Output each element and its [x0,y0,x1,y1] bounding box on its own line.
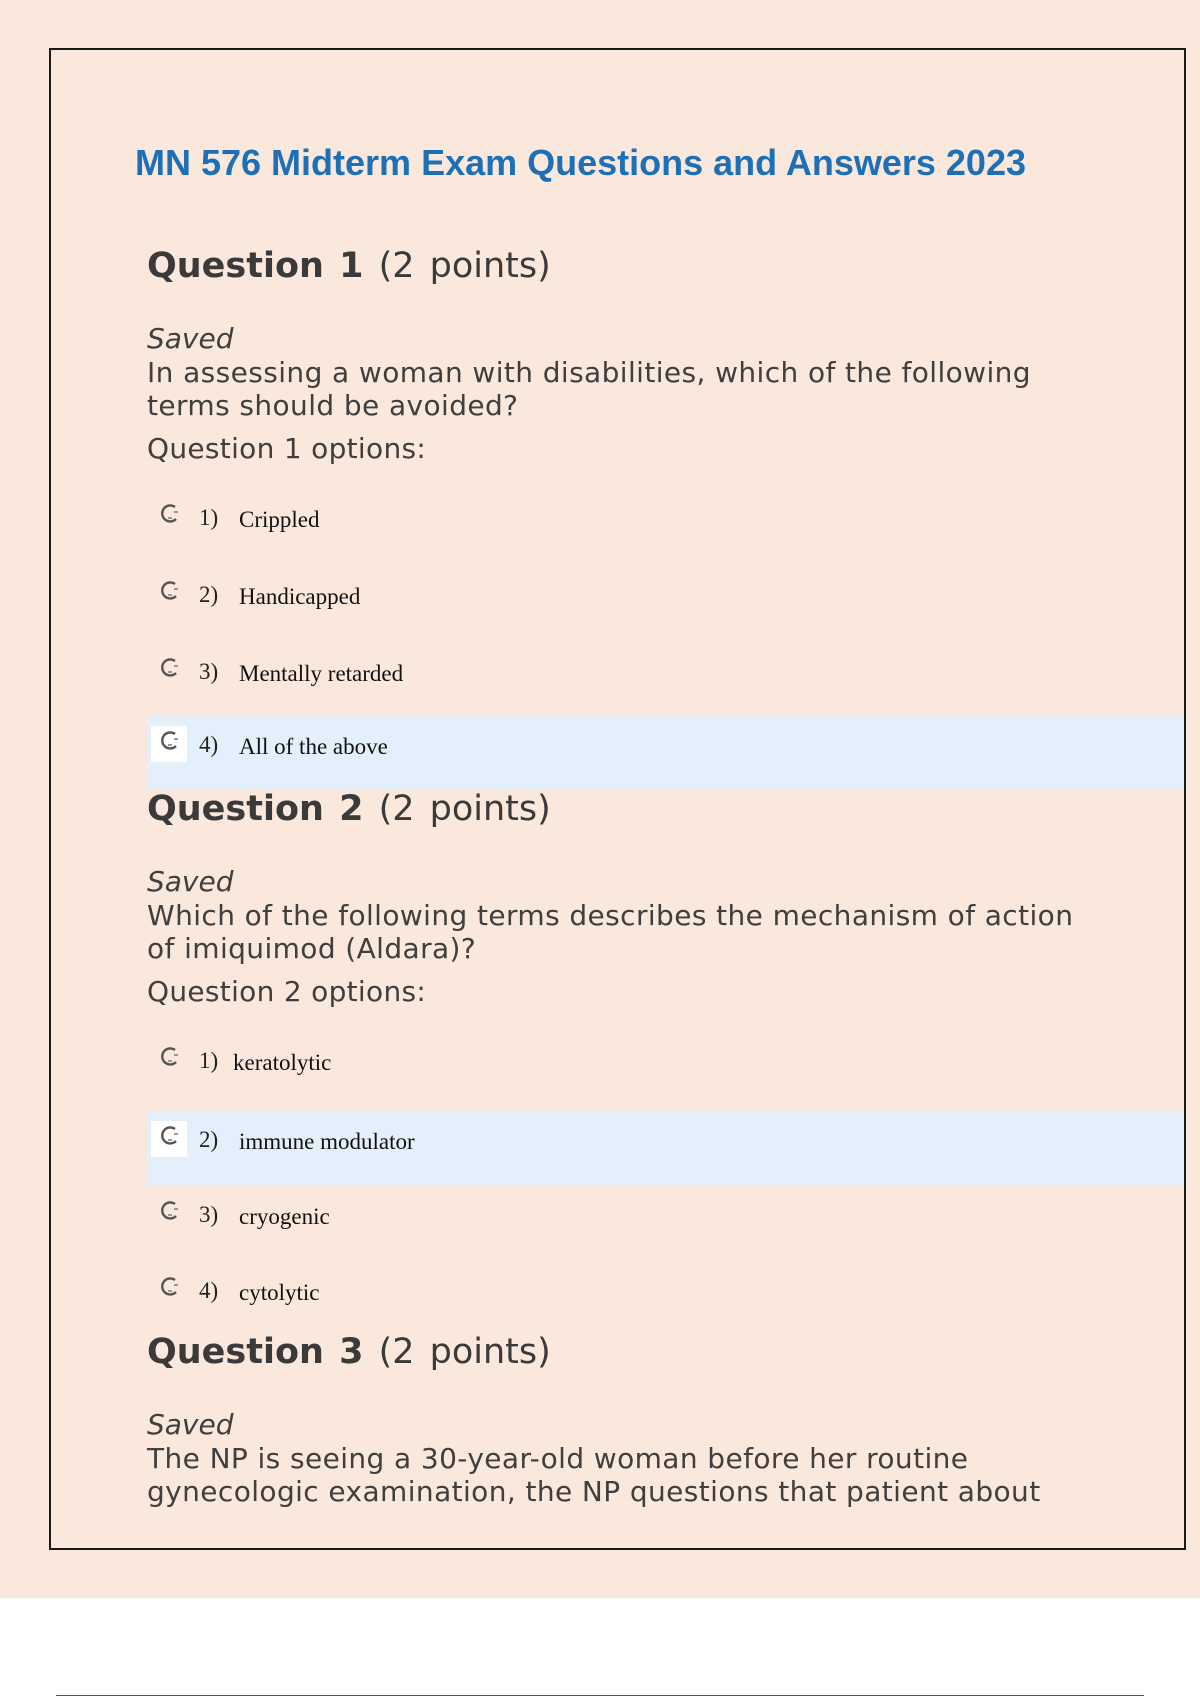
question-number: 1 [339,246,364,286]
option-number: 2) [199,1127,219,1152]
option-label: Handicapped [239,584,361,609]
question-points: (2 points) [378,789,551,829]
option-1[interactable] [147,1032,1186,1106]
option-number: 1) [199,505,219,530]
radio-button-icon[interactable] [151,1042,187,1078]
option-label: Mentally retarded [239,661,404,686]
document-title: MN 576 Midterm Exam Questions and Answers 2023 [135,142,1026,183]
option-3[interactable] [147,1186,1186,1260]
question-text: The NP is seeing a 30-year-old woman before her routine gynecologic examination, the NP questions that patient about [147,1442,1041,1508]
option-label: immune modulator [239,1129,415,1154]
question-heading [147,789,551,829]
radio-button-icon[interactable] [151,1272,187,1308]
radio-button-icon[interactable] [151,653,187,689]
option-number: 3) [199,659,219,684]
radio-button-icon[interactable] [151,576,187,612]
question-number: 2 [339,789,364,829]
document-frame [49,48,1186,1550]
question-3 [51,1332,1186,1550]
saved-status: Saved [147,865,234,898]
question-number-label: Question [147,1332,324,1372]
radio-button-icon[interactable] [151,499,187,535]
saved-status: Saved [147,1408,234,1441]
option-number: 2) [199,582,219,607]
question-heading [147,1332,551,1372]
question-1 [51,246,1186,806]
question-points: (2 points) [378,246,551,286]
question-text: Which of the following terms describes the mechanism of action of imiquimod (Aldara)? [147,899,1074,965]
option-label: cytolytic [239,1280,320,1305]
radio-button-icon[interactable] [151,726,187,762]
option-4[interactable] [147,716,1186,790]
option-label: Crippled [239,507,320,532]
option-label: cryogenic [239,1204,330,1229]
question-number-label: Question [147,789,324,829]
question-number: 3 [339,1332,364,1372]
option-number: 3) [199,1202,219,1227]
option-number: 4) [199,732,219,757]
radio-button-icon[interactable] [151,1196,187,1232]
saved-status: Saved [147,322,234,355]
question-text: In assessing a woman with disabilities, which of the following terms should be avoided? [147,356,1031,422]
option-1[interactable] [147,489,1186,563]
options-label: Question 1 options: [147,432,427,465]
question-heading [147,246,551,286]
option-4[interactable] [147,1262,1186,1336]
footer-divider [56,1695,1144,1696]
radio-button-icon[interactable] [151,1121,187,1157]
option-label: All of the above [239,734,388,759]
option-2[interactable] [147,1111,1186,1185]
options-label: Question 2 options: [147,975,427,1008]
option-number: 4) [199,1278,219,1303]
option-number: 1) [199,1048,219,1073]
option-2[interactable] [147,566,1186,640]
option-3[interactable] [147,643,1186,717]
question-2 [51,789,1186,1349]
option-label: keratolytic [233,1050,332,1075]
question-number-label: Question [147,246,324,286]
question-points: (2 points) [378,1332,551,1372]
